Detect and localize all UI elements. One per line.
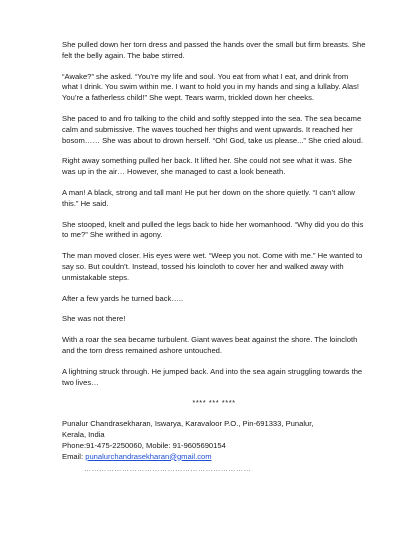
section-separator: **** *** **** [192, 398, 236, 408]
paragraph-9: She was not there! [62, 314, 126, 324]
document-page [62, 40, 366, 476]
paragraph-3: She paced to and fro talking to the child and softly stepped into the sea. The sea became calm and submissive. The waves touched her thighs and went upwards. It reached her bosom…… She was about to drown herself. “Oh! God, take us please...” She cried aloud. [62, 113, 363, 145]
email-link[interactable]: punalurchandrasekharan@gmail.com [85, 451, 212, 461]
email-label: Email: [62, 451, 86, 461]
paragraph-6: She stooped, knelt and pulled the legs back to hide her womanhood. “Why did you do this to me?” She writhed in agony. [62, 219, 364, 240]
address-line-1: Punalur Chandrasekharan, Iswarya, Karavaloor P.O., Pin-691333, Punalur, [62, 419, 314, 429]
paragraph-8: After a few yards he turned back….. [62, 293, 184, 303]
author-contact [62, 419, 366, 462]
dotted-rule: ………………………………………………………… [84, 466, 252, 474]
paragraph-5: A man! A black, strong and tall man! He put her down on the shore quietly. “I can’t allow this.” He said. [62, 187, 355, 208]
paragraph-11: A lightning struck through. He jumped back. And into the sea again struggling towards the two lives… [62, 366, 363, 387]
paragraph-4: Right away something pulled her back. It lifted her. She could not see what it was. She was up in the air… However, she managed to cast a look beneath. [62, 156, 352, 177]
paragraph-7: The man moved closer. His eyes were wet. “Weep you not. Come with me.” He wanted to say so. But couldn’t. Instead, tossed his loincloth to cover her and walked away with unmistakable steps. [62, 251, 363, 282]
phone-line: Phone:91-475-2250060, Mobile: 91-9605690154 [62, 440, 226, 450]
paragraph-10: With a roar the sea became turbulent. Giant waves beat against the shore. The loincloth and the torn dress remained ashore untouched. [62, 335, 358, 355]
address-line-2: Kerala, India [62, 429, 105, 439]
paragraph-1: She pulled down her torn dress and passed the hands over the small but firm breasts. She felt the belly again. The babe stirred. [62, 40, 366, 60]
paragraph-2: “Awake?” she asked. “You’re my life and soul. You eat from what I eat, and drink from what I drink. You swim within me. I want to hold you in my hands and sing a lullaby. Alas! You’re a fatherless child!” She wept. Tears warm, trickled down her cheeks. [62, 71, 360, 103]
email-line [62, 452, 366, 463]
